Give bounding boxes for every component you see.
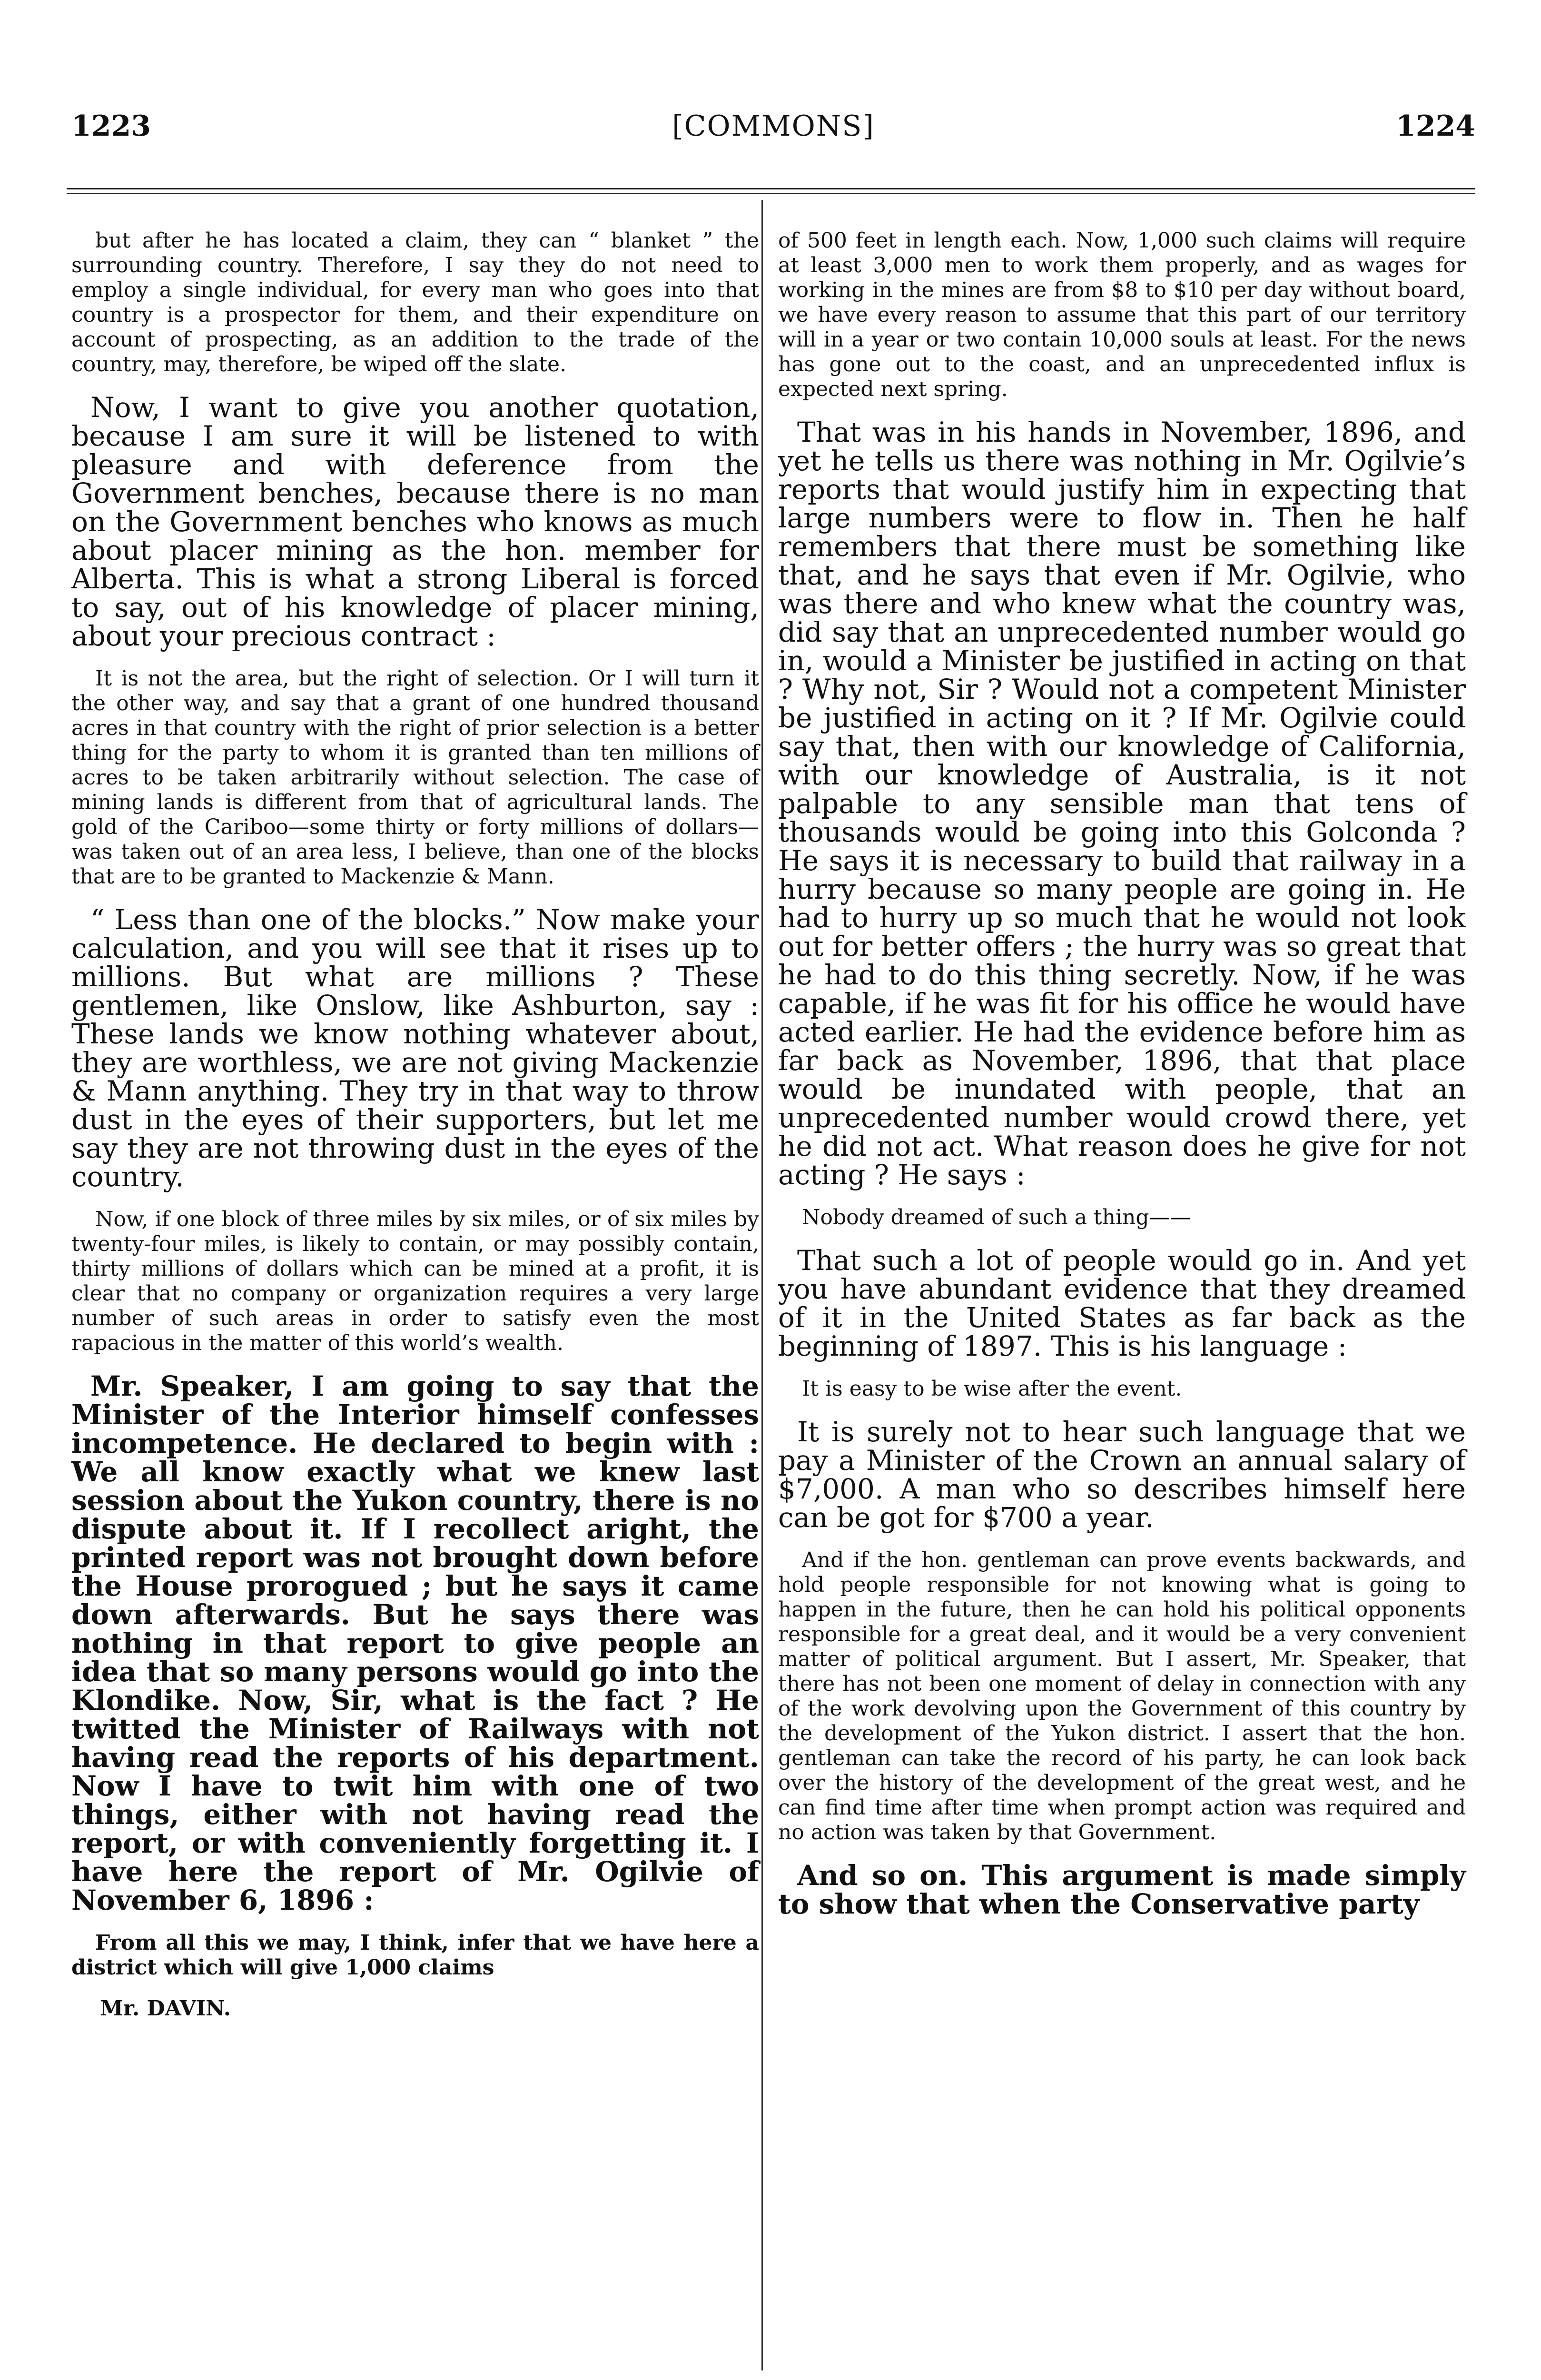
paragraph: From all this we may, I think, infer that we have here a district which will give 1,000 claims	[71, 1931, 759, 1980]
paragraph: And if the hon. gentleman can prove events backwards, and hold people responsible for not knowing what is going to happen in the future, then he can hold his political opponents responsible for a great deal, and it would be a very convenient matter of political argument. But I assert, Mr. Speaker, that there has not been one moment of delay in connection with any of the work devolving upon the Government of this country by the development of the Yukon district. I assert that the hon. gentleman can take the record of his party, he can look back over the history of the development of the great west, and he can find time after time when prompt action was required and no action was taken by that Government.	[778, 1548, 1466, 1844]
paragraph: Now, I want to give you another quotation, because I am sure it will be listened to with pleasure and with deference from the Government benches, because there is no man on the Government benches who knows as much about placer mining as the hon. member for Alberta. This is what a strong Liberal is forced to say, out of his knowledge of placer mining, about your precious contract :	[71, 391, 759, 652]
paragraph: It is not the area, but the right of selection. Or I will turn it the other way, and say that a grant of one hundred thousand acres in that country with the right of prior selection is a better thing for the party to whom it is granted than ten millions of acres to be taken arbitrarily without selection. The case of mining lands is different from that of agricultural lands. The gold of the Cariboo—some thirty or forty millions of dollars—was taken out of an area less, I believe, than one of the blocks that are to be granted to Mackenzie & Mann.	[71, 666, 759, 889]
paragraph: of 500 feet in length each. Now, 1,000 such claims will require at least 3,000 men to work them properly, and as wages for working in the mines are from $8 to $10 per day without board, we have every reason to assume that this part of our territory will in a year or two contain 10,000 souls at least. For the news has gone out to the coast, and an unprecedented influx is expected next spring.	[778, 228, 1466, 401]
page-number-left: 1223	[71, 109, 151, 143]
paragraph: Nobody dreamed of such a thing——	[802, 1205, 1191, 1230]
paragraph: Mr. Speaker, I am going to say that the Minister of the Interior himself confesses incompetence. He declared to begin with : We all know exactly what we knew last session about the Yukon country, there is no dispute about it. If I recollect aright, the printed report was not brought down before the House prorogued ; but he says it came down afterwards. But he says there was nothing in that report to give people an idea that so many persons would go into the Klondike. Now, Sir, what is the fact ? He twitted the Minister of Railways with not having read the reports of his department. Now I have to twit him with one of two things, either with not having read the report, or with conveniently forgetting it. I have here the report of Mr. Ogilvie of November 6, 1896 :	[71, 1370, 759, 1916]
paragraph: That was in his hands in November, 1896, and yet he tells us there was nothing in Mr. Ogilvie’s reports that would justify him in expecting that large numbers were to flow in. Then he half remembers that there must be something like that, and he says that even if Mr. Ogilvie, who was there and who knew what the country was, did say that an unprecedented number would go in, would a Minister be justified in acting on that ? Why not, Sir ? Would not a competent Minister be justified in acting on it ? If Mr. Ogilvie could say that, then with our knowledge of California, with our knowledge of Australia, is it not palpable to any sensible man that tens of thousands would be going into this Golconda ? He says it is necessary to build that railway in a hurry because so many people are going in. He had to hurry up so much that he would not look out for better offers ; the hurry was so great that he had to do this thing secretly. Now, if he was capable, if he was fit for his office he would have acted earlier. He had the evidence before him as far back as November, 1896, that that place would be inundated with people, that an unprecedented number would crowd there, yet he did not act. What reason does he give for not acting ? He says :	[778, 416, 1466, 1191]
paragraph: “ Less than one of the blocks.” Now make your calculation, and you will see that it rises up to millions. But what are millions ? These gentlemen, like Onslow, like Ashburton, say : These lands we know nothing whatever about, they are worthless, we are not giving Mackenzie & Mann anything. They try in that way to throw dust in the eyes of their supporters, but let me say they are not throwing dust in the eyes of the country.	[71, 903, 759, 1193]
paragraph: That such a lot of people would go in. And yet you have abundant evidence that they dreamed of it in the United States as far back as the beginning of 1897. This is his language :	[778, 1244, 1466, 1362]
paragraph: It is surely not to hear such language that we pay a Minister of the Crown an annual salary of $7,000. A man who so describes himself here can be got for $700 a year.	[778, 1416, 1466, 1534]
running-title: [COMMONS]	[672, 109, 875, 143]
speaker-signature: Mr. DAVIN.	[100, 1996, 231, 2021]
header-rule	[67, 188, 1475, 189]
column-divider	[761, 200, 763, 2370]
paragraph: Now, if one block of three miles by six miles, or of six miles by twenty-four miles, is likely to contain, or may possibly contain, thirty millions of dollars which can be mined at a profit, it is clear that no company or organization requires a very large number of such areas in order to satisfy even the most rapacious in the matter of this world’s wealth.	[71, 1207, 759, 1355]
paragraph: It is easy to be wise after the event.	[802, 1377, 1182, 1401]
paragraph: but after he has located a claim, they can “ blanket ” the surrounding country. Therefore, I say they do not need to employ a single individual, for every man who goes into that country is a prospector for them, and their expenditure on account of prospecting, as an addition to the trade of the country, may, therefore, be wiped off the slate.	[71, 228, 759, 377]
left-column	[71, 228, 759, 2021]
header-rule-second	[67, 193, 1475, 194]
page-header	[71, 109, 1475, 157]
page-number-right: 1224	[1396, 109, 1475, 143]
paragraph: And so on. This argument is made simply to show that when the Conservative party	[778, 1859, 1466, 1920]
right-column	[778, 228, 1466, 1934]
